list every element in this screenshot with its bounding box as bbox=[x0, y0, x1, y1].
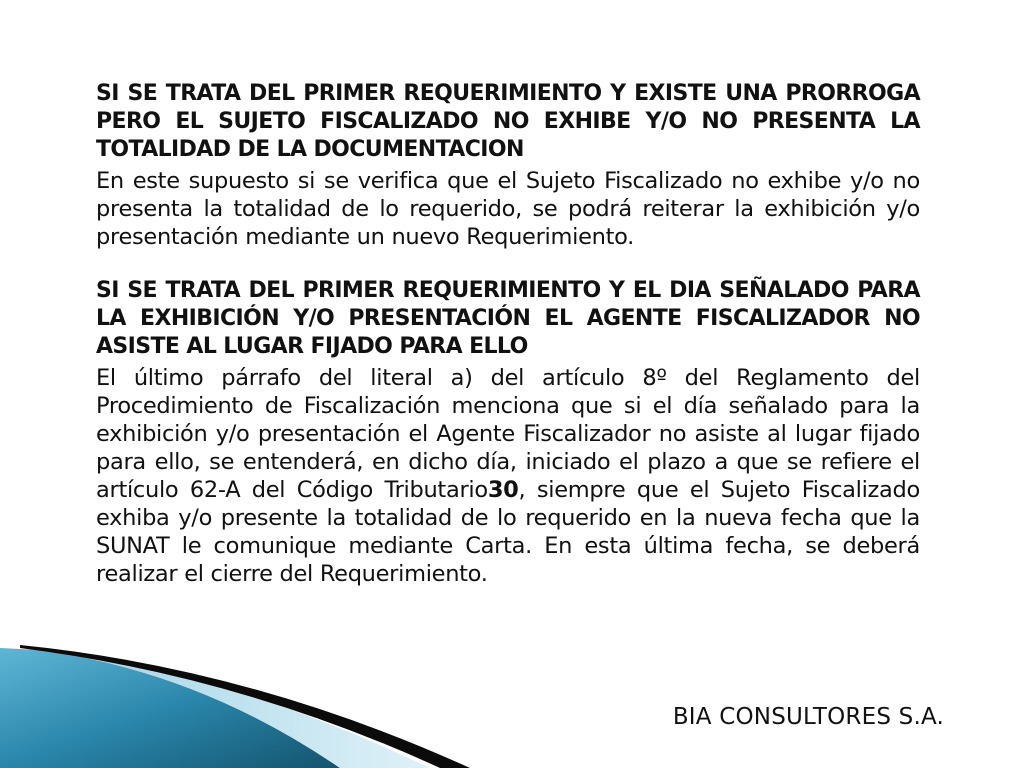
section1-heading: SI SE TRATA DEL PRIMER REQUERIMIENTO Y EXISTE UNA PRORROGA PERO EL SUJETO FISCALIZADO NO EXHIBE Y/O NO PRESENTA LA TOTALIDAD DE LA DOCUMENTACION bbox=[96, 81, 920, 162]
footnote-reference: 30 bbox=[487, 477, 519, 503]
section2-body-part1: El último párrafo del literal a) del artículo 8º del Reglamento del Procedimiento de Fiscalización menciona que si el día señalado para la exhibición y/o presentación el Agente Fiscalizador no asiste al lugar fijado para ello, se entenderá, en dicho día, iniciado el plazo a que se refiere el artículo 62-A del Código Tributario bbox=[96, 365, 920, 503]
section2-body bbox=[96, 364, 920, 588]
slide-content bbox=[96, 80, 920, 588]
company-footer: BIA CONSULTORES S.A. bbox=[672, 704, 944, 730]
section2-body-part2: , siempre que el Sujeto Fiscalizado exhiba y/o presente la totalidad de lo requerido en la nueva fecha que la SUNAT le comunique mediante Carta. En esta última fecha, se deberá realizar el cierre del Requerimiento. bbox=[96, 477, 920, 587]
section2-heading: SI SE TRATA DEL PRIMER REQUERIMIENTO Y EL DIA SEÑALADO PARA LA EXHIBICIÓN Y/O PRESENTACIÓN EL AGENTE FISCALIZADOR NO ASISTE AL LUGAR FIJADO PARA ELLO bbox=[96, 278, 920, 359]
section1-body: En este supuesto si se verifica que el Sujeto Fiscalizado no exhibe y/o no presenta la totalidad de lo requerido, se podrá reiterar la exhibición y/o presentación mediante un nuevo Requerimiento. bbox=[96, 168, 920, 250]
